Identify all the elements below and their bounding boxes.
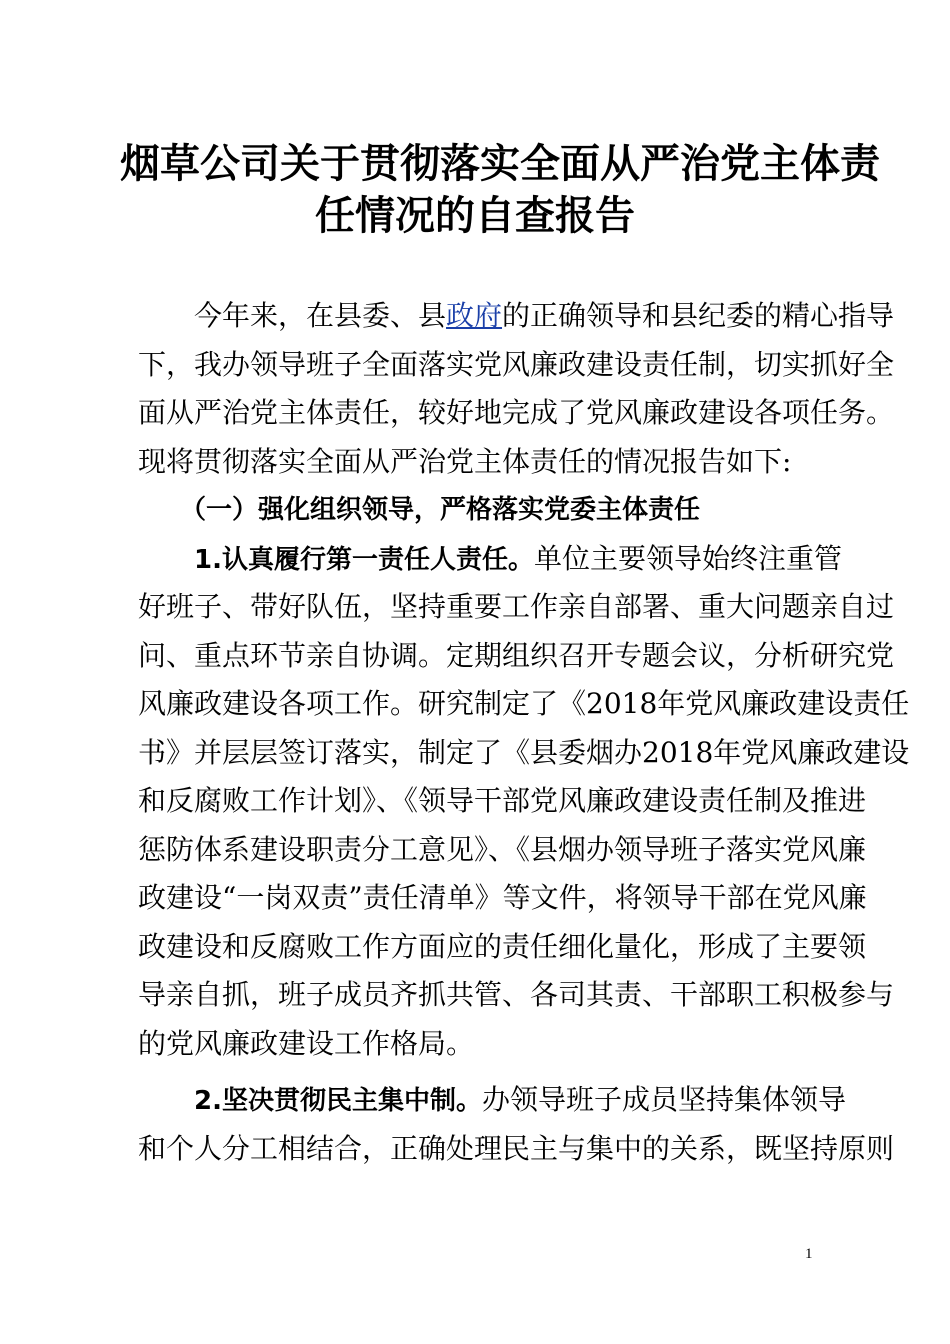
item-1-line-8: 政建设“一岗双责”责任清单》等文件，将领导干部在党风廉 <box>138 881 867 914</box>
item-1-line-4: 风廉政建设各项工作。研究制定了《2018年党风廉政建设责任 <box>138 687 910 720</box>
item-1-line-2: 好班子、带好队伍，坚持重要工作亲自部署、重大问题亲自过 <box>138 590 895 623</box>
page-number: 1 <box>805 1246 813 1262</box>
document-body <box>138 292 910 1173</box>
intro-line-3: 面从严治党主体责任，较好地完成了党风廉政建设各项任务。 <box>138 396 895 429</box>
title-line-2: 任情况的自查报告 <box>315 192 635 239</box>
intro-line-1 <box>138 292 895 341</box>
item-2-line-1-text: 办领导班子成员坚持集体领导 <box>481 1083 846 1116</box>
item-1-line-1-text: 单位主要领导始终注重管 <box>533 541 842 575</box>
item-2-paragraph <box>138 1076 895 1173</box>
title-line-1: 烟草公司关于贯彻落实全面从严治党主体责 <box>120 140 880 187</box>
item-1-line-10: 导亲自抓，班子成员齐抓共管、各司其责、干部职工积极参与 <box>138 978 895 1011</box>
item-2-line-1 <box>138 1076 846 1125</box>
intro-text-a: 今年来，在县委、县 <box>194 299 447 332</box>
document-title <box>120 138 880 242</box>
item-2-line-2: 和个人分工相结合，正确处理民主与集中的关系，既坚持原则 <box>138 1131 895 1165</box>
government-link[interactable]: 政府 <box>446 299 503 332</box>
item-1-line-5: 书》并层层签订落实，制定了《县委烟办2018年党风廉政建设 <box>138 735 910 769</box>
item-1-line-9: 政建设和反腐败工作方面应的责任细化量化，形成了主要领 <box>138 929 867 963</box>
intro-paragraph <box>138 292 895 486</box>
item-2-lead: 2.坚决贯彻民主集中制。 <box>194 1086 482 1116</box>
item-1-line-7: 惩防体系建设职责分工意见》、《县烟办领导班子落实党风廉 <box>138 832 867 866</box>
item-1-line-6: 和反腐败工作计划》、《领导干部党风廉政建设责任制及推进 <box>138 784 867 817</box>
intro-line-2: 下，我办领导班子全面落实党风廉政建设责任制，切实抓好全 <box>138 347 895 381</box>
item-1-lead: 1.认真履行第一责任人责任。 <box>194 544 534 575</box>
item-1-line-11: 的党风廉政建设工作格局。 <box>138 1026 475 1060</box>
item-1-line-1 <box>138 535 842 584</box>
section-heading-1: （一）强化组织领导，严格落实党委主体责任 <box>180 495 701 525</box>
intro-text-b: 的正确领导和县纪委的精心指导 <box>502 299 895 332</box>
item-1-line-3: 问、重点环节亲自协调。定期组织召开专题会议，分析研究党 <box>138 638 895 672</box>
item-1-paragraph <box>138 535 910 1069</box>
intro-line-4: 现将贯彻落实全面从严治党主体责任的情况报告如下: <box>138 444 792 478</box>
